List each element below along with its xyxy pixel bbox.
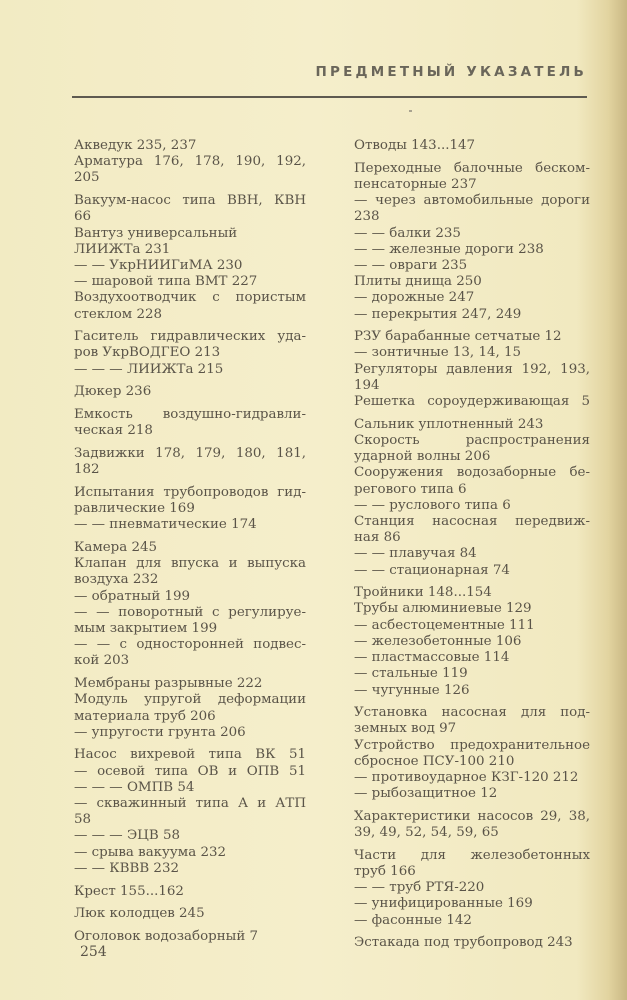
index-entry-line: Акведук 235, 237 (74, 138, 197, 153)
index-entry-line: регового типа 6 (354, 481, 467, 497)
index-entry-line: — — овраги 235 (354, 257, 468, 273)
index-entry-line: стеклом 228 (74, 306, 163, 322)
index-entry-line: — стальные 119 (354, 666, 468, 682)
index-entry-line: — пластмассовые 114 (354, 650, 510, 666)
index-entry-line: Задвижки 178, 179, 180, 181, (74, 445, 306, 461)
index-column-right (354, 138, 590, 958)
index-entry-line: Станция насосная передвиж- (354, 513, 590, 529)
index-entry-line: Гаситель гидравлических уда- (74, 329, 306, 345)
index-entry-line: — шаровой типа ВМТ 227 (74, 274, 258, 290)
index-group (74, 407, 306, 439)
index-entry-line: Модуль упругой деформации (74, 692, 306, 708)
index-entry-line: — зонтичные 13, 14, 15 (354, 345, 522, 361)
index-entry-line: пенсаторные 237 (354, 176, 477, 192)
index-entry-line: Трубы алюминиевые 129 (354, 601, 532, 617)
index-entry-line: — — — ЛИИЖТа 215 (74, 361, 224, 377)
index-entry-line: ров УкрВОДГЕО 213 (74, 345, 221, 361)
index-entry-line: Емкость воздушно-гидравли- (74, 407, 306, 423)
index-entry-line: — — — ЭЦВ 58 (74, 828, 181, 844)
index-group (74, 446, 306, 478)
index-entry-line: — упругости грунта 206 (74, 724, 246, 740)
index-entry-line: Камера 245 (74, 539, 158, 555)
index-entry-line: земных вод 97 (354, 721, 457, 737)
index-entry-line: Клапан для впуска и выпуска (74, 556, 306, 572)
index-entry-line: — асбестоцементные 111 (354, 617, 535, 633)
index-entry-line: Тройники 148...154 (354, 585, 492, 601)
index-group (74, 540, 306, 670)
index-entry-line: Скорость распространения (354, 432, 590, 448)
index-entry-line: Испытания трубопроводов гид- (74, 484, 306, 500)
print-speck (409, 110, 412, 112)
index-entry-line: 205 (74, 170, 100, 186)
index-entry-line: — чугунные 126 (354, 682, 470, 698)
index-group (74, 929, 306, 945)
index-entry-line: 58 (74, 812, 92, 828)
index-group (354, 848, 590, 929)
running-header (72, 64, 587, 98)
index-entry-line: Устройство предохранительное (354, 737, 590, 753)
index-entry-line: — железобетонные 106 (354, 633, 522, 649)
index-entry-line: — — труб РТЯ-220 (354, 880, 485, 896)
index-entry-line: 194 (354, 377, 380, 393)
index-entry-line: 182 (74, 462, 100, 478)
index-entry-line: Вакуум-насос типа ВВН, КВН (74, 193, 306, 209)
index-entry-line: — фасонные 142 (354, 912, 472, 928)
index-entry-line: Решетка сороудерживающая 5 (354, 394, 590, 410)
index-entry-line: — — с односторонней подвес- (74, 637, 306, 653)
index-entry-line: ЛИИЖТа 231 (74, 241, 171, 257)
index-entry-line: воздуха 232 (74, 572, 159, 588)
index-entry-line: ческая 218 (74, 423, 153, 439)
index-group (74, 747, 306, 877)
index-entry-line: — осевой типа ОВ и ОПВ 51 (74, 763, 306, 779)
index-entry-line: ударной волны 206 (354, 449, 491, 465)
index-entry-line: Характеристики насосов 29, 38, (354, 808, 590, 824)
index-entry-line: — — стационарная 74 (354, 562, 510, 578)
index-entry-line: Регуляторы давления 192, 193, (354, 361, 590, 377)
index-group (74, 676, 306, 741)
index-group (354, 417, 590, 579)
index-entry-line: — через автомобильные дороги (354, 193, 590, 209)
index-entry-line: 39, 49, 52, 54, 59, 65 (354, 825, 499, 841)
index-entry-line: — — железные дороги 238 (354, 241, 544, 257)
index-entry-line: Сальник уплотненный 243 (354, 416, 544, 432)
index-group (354, 161, 590, 323)
index-group (74, 329, 306, 378)
index-entry-line: равлические 169 (74, 501, 195, 517)
index-entry-line: ная 86 (354, 530, 401, 546)
index-entry-line: Дюкер 236 (74, 384, 152, 400)
index-entry-line: — скважинный типа А и АТП (74, 796, 306, 812)
index-entry-line: — — — ОМПВ 54 (74, 779, 195, 795)
index-group (354, 809, 590, 841)
index-group (74, 884, 306, 900)
index-entry-line: — срыва вакуума 232 (74, 844, 227, 860)
index-group (74, 906, 306, 922)
index-group (354, 329, 590, 410)
index-entry-line: Установка насосная для под- (354, 705, 590, 721)
index-entry-line: — — балки 235 (354, 225, 461, 241)
index-entry-line: — — поворотный с регулируе- (74, 604, 306, 620)
index-entry-line: сбросное ПСУ-100 210 (354, 753, 515, 769)
index-group (354, 705, 590, 802)
index-group (74, 193, 306, 323)
index-entry-line: — обратный 199 (74, 588, 191, 604)
index-group (74, 384, 306, 400)
index-entry-line: 238 (354, 209, 380, 225)
index-entry-line: Оголовок водозаборный 7 (74, 928, 259, 944)
index-entry-line: — — УкрНИИГиМА 230 (74, 257, 243, 273)
index-entry-line: мым закрытием 199 (74, 620, 218, 636)
index-entry-line: — рыбозащитное 12 (354, 786, 498, 802)
index-group (354, 138, 590, 154)
index-entry-line: Плиты днища 250 (354, 274, 482, 290)
index-entry-line: — — КВВВ 232 (74, 860, 179, 876)
index-entry-line: Вантуз универсальный (74, 225, 238, 241)
index-entry-line: — — руслового типа 6 (354, 497, 511, 513)
index-entry-line: — перекрытия 247, 249 (354, 306, 522, 322)
index-entry-line: Отводы 143...147 (354, 138, 476, 153)
index-column-left (74, 138, 306, 952)
index-entry-line: 66 (74, 209, 92, 225)
index-entry-line: — дорожные 247 (354, 290, 475, 306)
index-group (74, 138, 306, 187)
index-entry-line: Переходные балочные беском- (354, 160, 590, 176)
page-number: 254 (80, 944, 107, 960)
header-divider (72, 96, 587, 98)
index-group (354, 935, 590, 951)
index-group (354, 585, 590, 698)
index-entry-line: кой 203 (74, 653, 130, 669)
page-title: ПРЕДМЕТНЫЙ УКАЗАТЕЛЬ (315, 64, 587, 80)
index-entry-line: Эстакада под трубопровод 243 (354, 935, 573, 951)
index-entry-line: Люк колодцев 245 (74, 906, 205, 922)
index-entry-line: Мембраны разрывные 222 (74, 676, 263, 692)
index-entry-line: — — плавучая 84 (354, 546, 477, 562)
index-entry-line: материала труб 206 (74, 708, 216, 724)
index-entry-line: — унифицированные 169 (354, 896, 533, 912)
index-entry-line: — противоударное КЗГ-120 212 (354, 770, 579, 786)
index-entry-line: — — пневматические 174 (74, 517, 257, 533)
index-entry-line: РЗУ барабанные сетчатые 12 (354, 329, 562, 345)
index-group (74, 485, 306, 534)
index-entry-line: Арматура 176, 178, 190, 192, (74, 154, 306, 170)
index-entry-line: Части для железобетонных (354, 847, 590, 863)
index-entry-line: Насос вихревой типа ВК 51 (74, 747, 306, 763)
index-entry-line: Воздухоотводчик с пористым (74, 290, 306, 306)
index-entry-line: Крест 155...162 (74, 883, 184, 899)
index-entry-line: труб 166 (354, 864, 416, 880)
index-entry-line: Сооружения водозаборные бе- (354, 465, 590, 481)
